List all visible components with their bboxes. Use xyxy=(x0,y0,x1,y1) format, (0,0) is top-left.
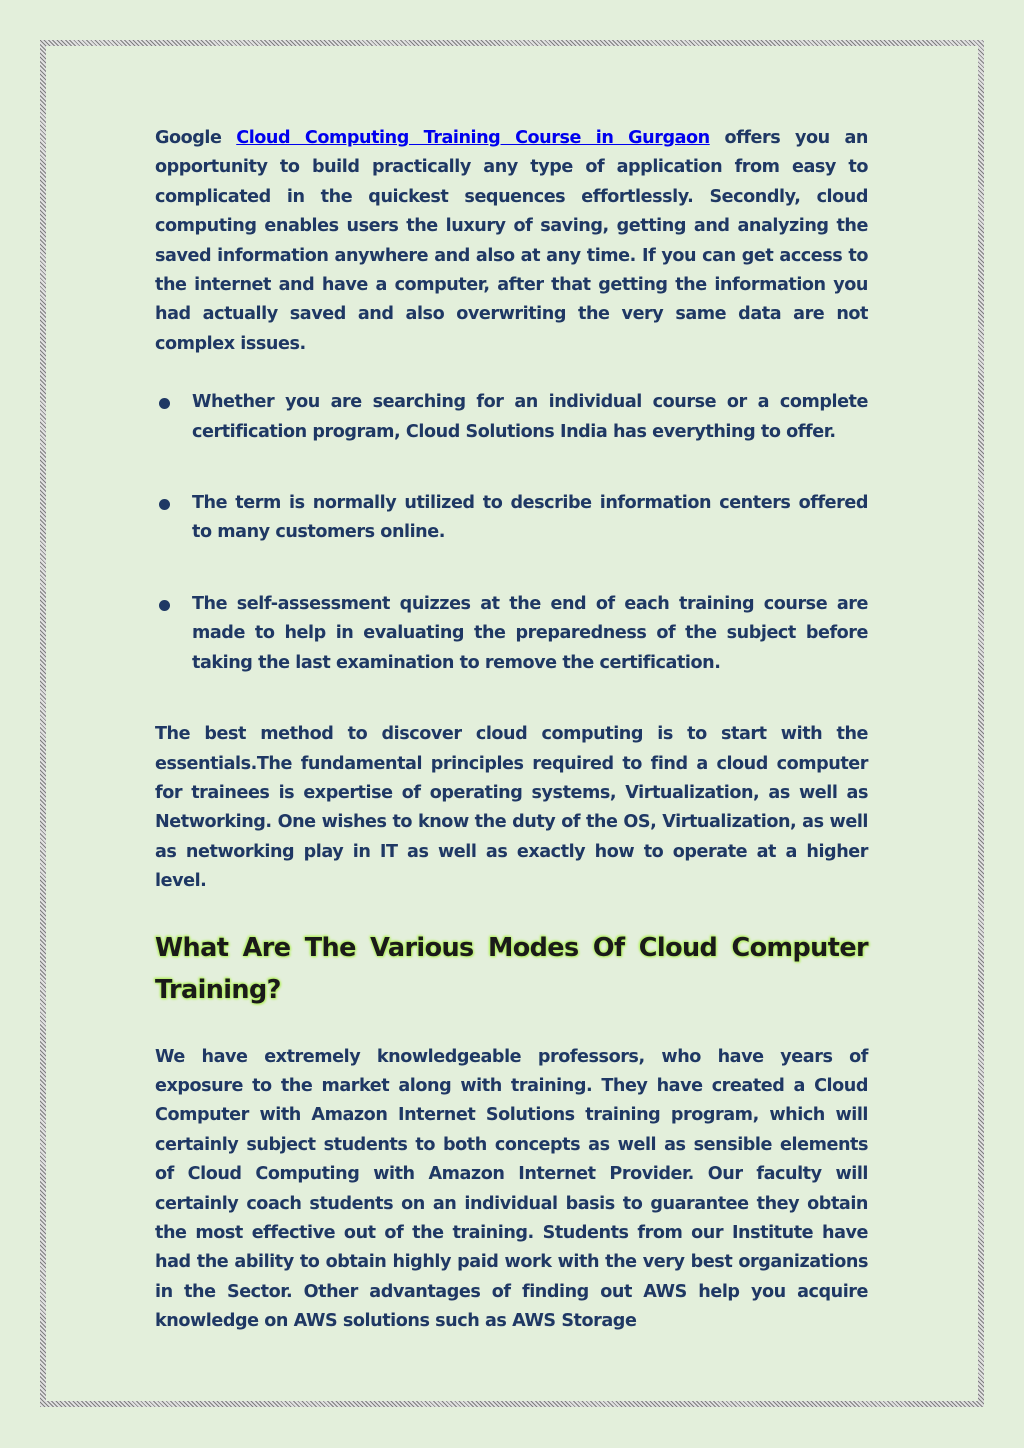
bullet-dot-icon xyxy=(159,499,170,510)
essentials-paragraph: The best method to discover cloud computing is to start with the essentials.The fundamental principles required to find a cloud computer for trainees is expertise of operating systems, Virtualization, as well as Networking. One wishes to know the duty of the OS, Virtualization, as well as networking play in IT as well as exactly how to operate at a higher level. xyxy=(155,724,868,892)
intro-pre-link: Google xyxy=(155,128,237,148)
bullet-item xyxy=(155,388,868,447)
bullet-dot-icon xyxy=(159,600,170,611)
intro-paragraph xyxy=(155,124,868,359)
intro-post-link: offers you an opportunity to build practically any type of application from easy to complicated in the quickest sequences effortlessly. Secondly, cloud computing enables users the luxury of saving, getting and analyzing the saved information anywhere and also at any time. If you can get access to the internet and have a computer, after that getting the information you had actually saved and also overwriting the very same data are not complex issues. xyxy=(155,128,869,354)
section-heading: What Are The Various Modes Of Cloud Computer Training? xyxy=(155,932,868,1005)
bullet-text: Whether you are searching for an individual course or a complete certification program, Cloud Solutions India has everything to offer. xyxy=(192,392,868,442)
bullet-dot-icon xyxy=(159,398,170,409)
course-link[interactable]: Cloud Computing Training Course in Gurgaon xyxy=(236,128,710,148)
document-content xyxy=(155,124,868,1337)
professors-paragraph: We have extremely knowledgeable professors, who have years of exposure to the market along with training. They have created a Cloud Computer with Amazon Internet Solutions training program, which will certainly subject students to both concepts as well as sensible elements of Cloud Computing with Amazon Internet Provider. Our faculty will certainly coach students on an individual basis to guarantee they obtain the most effective out of the training. Students from our Institute have had the ability to obtain highly paid work with the very best organizations in the Sector. Other advantages of finding out AWS help you acquire knowledge on AWS solutions such as AWS Storage xyxy=(155,1046,868,1332)
bullet-list xyxy=(155,388,868,678)
bullet-text: The term is normally utilized to describe information centers offered to many customers online. xyxy=(192,493,868,543)
bullet-item xyxy=(155,489,868,548)
bullet-item xyxy=(155,590,868,678)
bullet-text: The self-assessment quizzes at the end of each training course are made to help in evaluating the preparedness of the subject before taking the last examination to remove the certification. xyxy=(192,593,868,673)
